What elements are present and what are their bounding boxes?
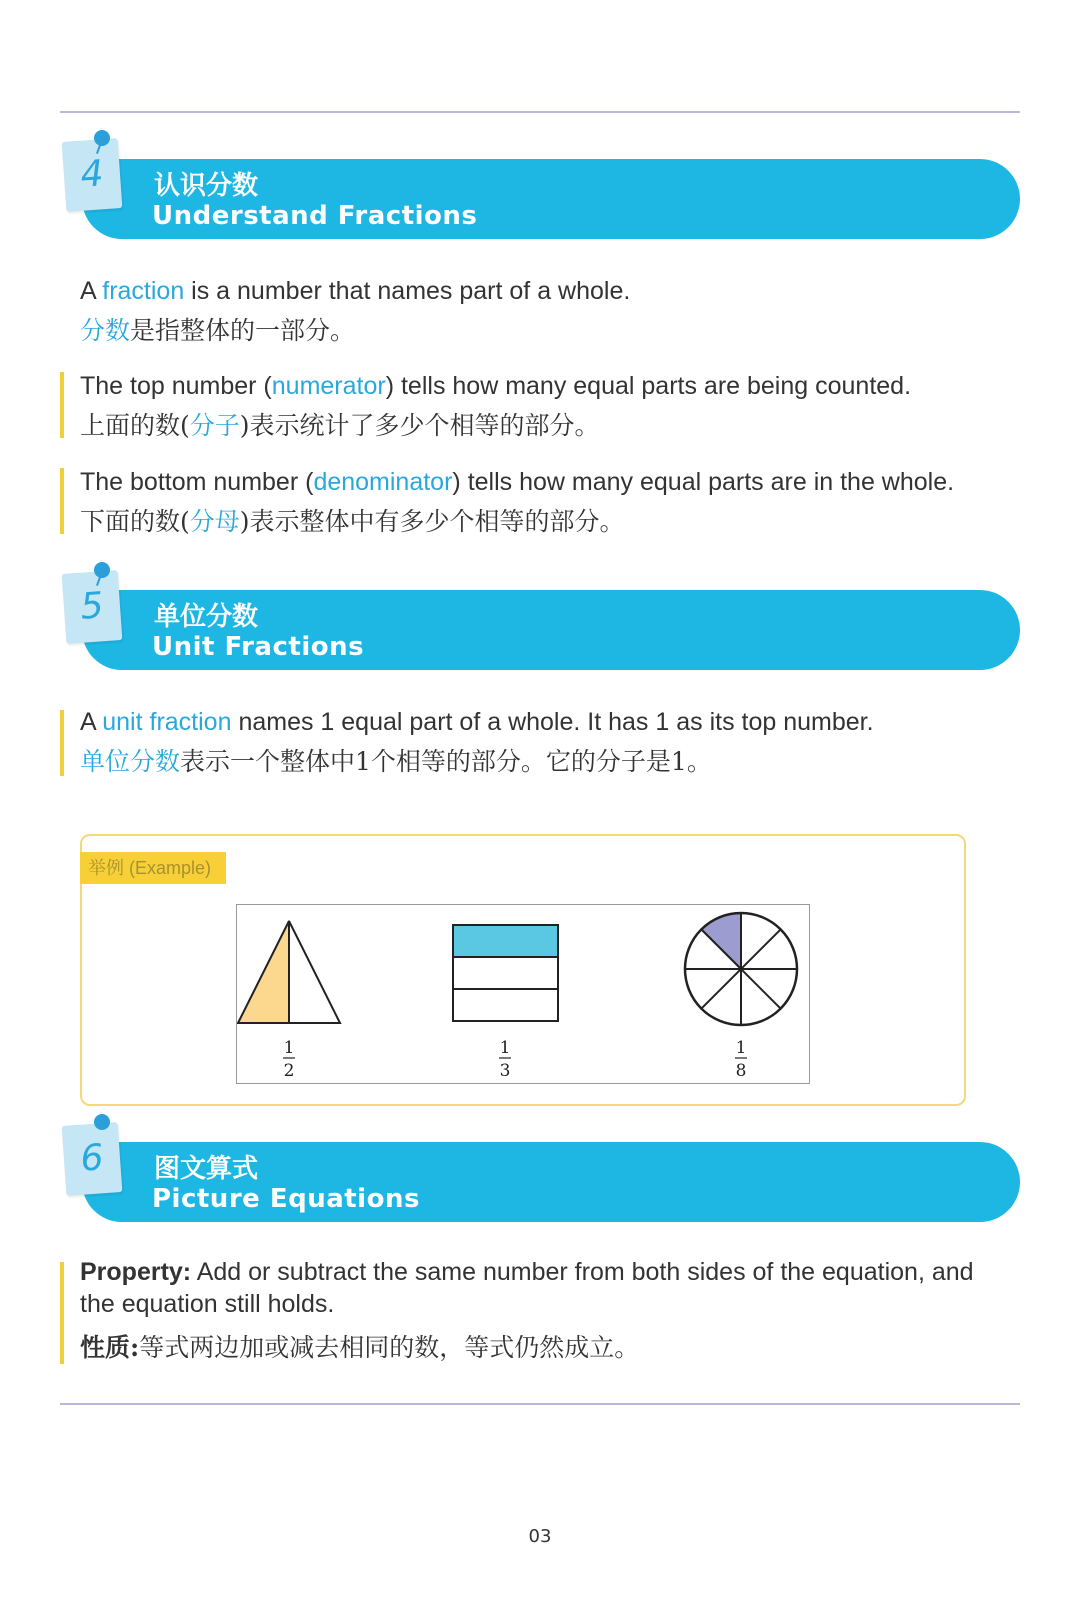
fraction-denominator: 8 [735,1061,747,1081]
text: the equation still holds. [80,1290,335,1318]
rect-unshaded-third [453,989,558,1021]
unit-fraction-definition [80,702,874,782]
section-title-zh: 单位分数 [154,602,259,632]
section-number-badge [62,138,123,212]
section-banner-unit-fractions [82,590,1020,670]
pin-icon [94,1114,110,1130]
text: A [80,708,103,736]
text: 上面的数( [80,411,190,440]
section-number: 4 [79,153,105,196]
term-unit-fraction: unit fraction [102,708,232,736]
section-title-en: Understand Fractions [152,201,478,231]
text: ) tells how many equal parts are in the whole. [452,468,955,496]
circle-shaded-eighth [701,913,741,969]
section-title-zh: 图文算式 [154,1154,259,1184]
section-number-badge [62,570,123,644]
section-title-en: Picture Equations [152,1184,420,1214]
section-title-zh: 认识分数 [154,171,259,201]
text: A [80,277,103,305]
text: )表示统计了多少个相等的部分。 [239,411,600,440]
section-banner-picture-equations [82,1142,1020,1222]
text: The bottom number ( [80,468,314,496]
triangle-shaded-half [238,921,289,1023]
triangle-unshaded-half [289,921,340,1023]
example-label: 举例 (Example) [80,852,226,884]
term-denominator-zh: 分母 [189,507,240,536]
text: ) tells how many equal parts are being counted. [385,372,912,400]
text: names 1 equal part of a whole. It has 1 as its top number. [231,708,874,736]
property-statement [80,1256,974,1364]
section-number: 5 [79,585,105,628]
fraction-numerator: 1 [735,1038,747,1058]
text: 是指整体的一部分。 [130,316,356,345]
rect-unshaded-third [453,957,558,989]
property-label-zh: 性质: [80,1333,140,1362]
term-numerator: numerator [271,372,386,400]
page-number: 03 [528,1526,552,1547]
top-rule [60,111,1020,113]
section-title-en: Unit Fractions [152,632,365,662]
accent-bar [60,710,64,776]
term-numerator-zh: 分子 [189,411,240,440]
example-figure [236,904,810,1084]
term-fraction: fraction [102,277,185,305]
section-number: 6 [79,1137,105,1180]
term-denominator: denominator [313,468,453,496]
text: Add or subtract the same number from both sides of the equation, and [191,1258,974,1286]
text: 表示一个整体中1个相等的部分。它的分子是1。 [180,747,712,776]
text: 下面的数( [80,507,190,536]
accent-bar [60,372,64,438]
section-banner-understand-fractions [82,159,1020,239]
text: The top number ( [80,372,272,400]
term-fraction-zh: 分数 [80,316,131,345]
accent-bar [60,1262,64,1364]
fraction-numerator: 1 [283,1038,295,1058]
pin-icon [94,562,110,578]
fraction-definition [80,271,630,351]
fraction-denominator: 3 [499,1061,511,1081]
text: )表示整体中有多少个相等的部分。 [239,507,625,536]
text: 等式两边加或减去相同的数，等式仍然成立。 [139,1333,640,1362]
denominator-definition [80,462,954,542]
rect-shaded-third [453,925,558,957]
bottom-rule [60,1403,1020,1405]
fraction-denominator: 2 [283,1061,295,1081]
property-label: Property: [80,1258,192,1286]
numerator-definition [80,366,911,446]
fraction-numerator: 1 [499,1038,511,1058]
pin-icon [94,130,110,146]
text: is a number that names part of a whole. [184,277,631,305]
term-unit-fraction-zh: 单位分数 [80,747,181,776]
accent-bar [60,468,64,534]
section-number-badge [62,1122,123,1196]
fraction-figures [237,905,809,1083]
